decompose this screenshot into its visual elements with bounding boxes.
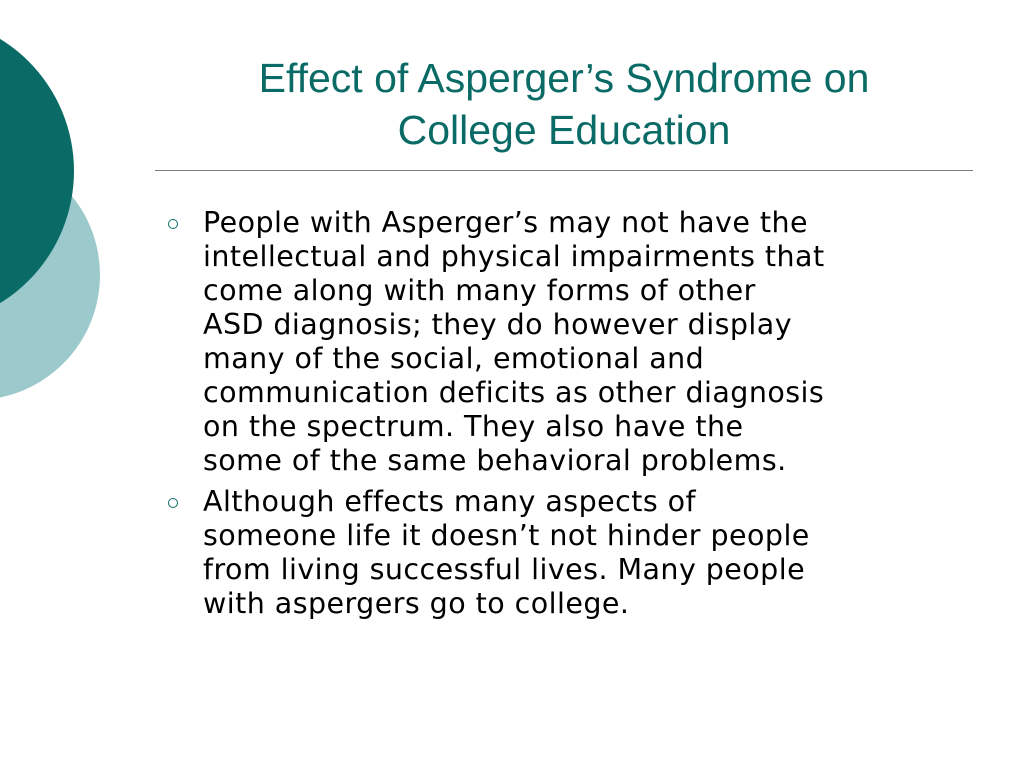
bullet-line: People with Asperger’s may not have the [203,206,808,239]
bullet-line: some of the same behavioral problems. [203,444,787,477]
title-divider [155,170,973,171]
bullet-line: on the spectrum. They also have the [203,410,744,443]
slide-title-line: Effect of Asperger’s Syndrome on [258,55,870,101]
bullet-line: intellectual and physical impairments that [203,240,825,273]
bullet-text [203,206,980,478]
slide-title [155,52,973,156]
bullet-line: ASD diagnosis; they do however display [203,308,793,341]
bullet-line: communication deficits as other diagnosis [203,376,825,409]
hollow-circle-bullet-icon [168,219,178,229]
bullet-item [165,206,980,478]
slide-title-line: College Education [397,107,731,153]
bullet-line: many of the social, emotional and [203,342,705,375]
bullet-line: from living successful lives. Many people [203,553,806,586]
bullet-line: someone life it doesn’t not hinder people [203,519,810,552]
bullet-line: with aspergers go to college. [203,587,630,620]
bullet-line: Although effects many aspects of [203,485,697,518]
bullet-line: come along with many forms of other [203,274,756,307]
bullet-item [165,485,980,621]
hollow-circle-bullet-icon [168,498,178,508]
bullet-list [165,206,980,628]
bullet-text [203,485,980,621]
